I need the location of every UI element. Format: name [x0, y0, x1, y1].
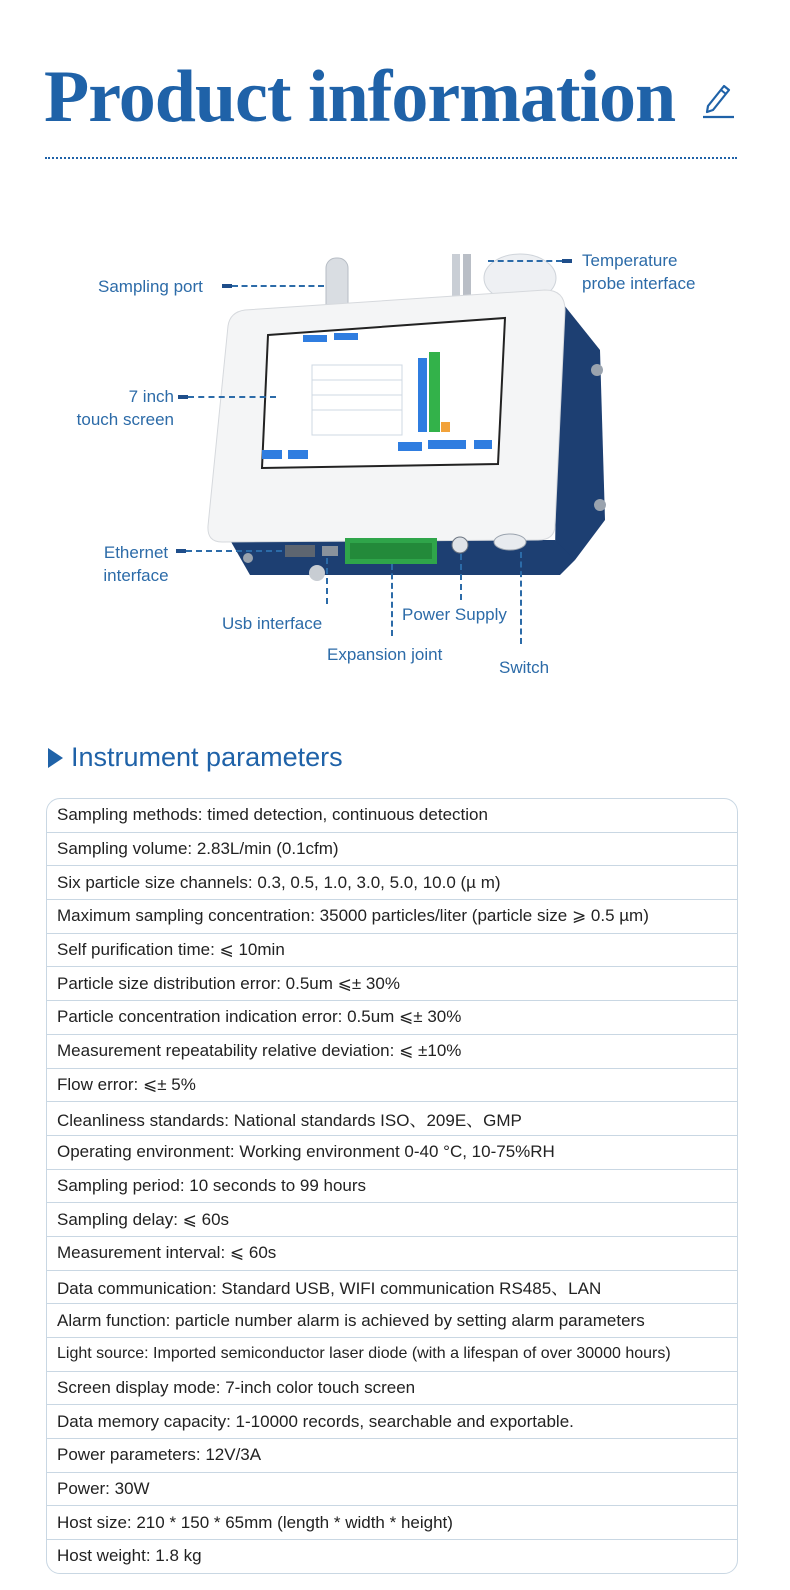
table-row: Cleanliness standards: National standards ISO、209E、GMP	[47, 1102, 737, 1136]
table-row: Power parameters: 12V/3A	[47, 1439, 737, 1473]
power-supply-label: Power Supply	[402, 605, 507, 624]
ethernet-label-line1: Ethernet	[103, 543, 169, 562]
table-row: Alarm function: particle number alarm is achieved by setting alarm parameters	[47, 1304, 737, 1338]
touch-screen-label-line2: touch screen	[76, 410, 174, 429]
touch-screen-label-line1: 7 inch	[128, 387, 174, 406]
sampling-port-marker	[222, 284, 232, 288]
table-row: Host weight: 1.8 kg	[57, 1546, 202, 1566]
touch-screen-marker	[178, 395, 188, 399]
table-row: Measurement repeatability relative deviation: ⩽ ±10%	[47, 1035, 737, 1069]
power-supply-line	[460, 554, 462, 600]
table-row: Particle concentration indication error: 0.5um ⩽± 30%	[47, 1001, 737, 1035]
table-row: Host size: 210 * 150 * 65mm (length * width * height)	[47, 1506, 737, 1540]
device-diagram	[0, 240, 790, 690]
switch-label: Switch	[499, 658, 550, 677]
table-row: Maximum sampling concentration: 35000 particles/liter (particle size ⩾ 0.5 µm)	[47, 900, 737, 934]
temperature-probe-label-line2: probe interface	[582, 274, 696, 293]
ethernet-marker	[176, 549, 186, 553]
usb-line	[326, 558, 328, 604]
table-row: Data memory capacity: 1-10000 records, searchable and exportable.	[47, 1405, 737, 1439]
temperature-probe-marker	[562, 259, 572, 263]
temperature-probe-label	[582, 249, 695, 295]
table-row: Data communication: Standard USB, WIFI communication RS485、LAN	[47, 1271, 737, 1305]
parameters-heading-text: Instrument parameters	[71, 742, 343, 772]
temperature-probe-line	[488, 260, 562, 262]
expansion-joint-line	[391, 564, 393, 636]
table-row: Measurement interval: ⩽ 60s	[47, 1237, 737, 1271]
title-divider	[45, 157, 737, 159]
ethernet-label	[99, 541, 173, 587]
table-row: Flow error: ⩽± 5%	[47, 1069, 737, 1103]
parameters-table	[46, 798, 738, 1574]
table-row: Particle size distribution error: 0.5um ⩽± 30%	[47, 967, 737, 1001]
expansion-joint-label: Expansion joint	[327, 645, 443, 664]
sampling-port-line	[232, 285, 324, 287]
touch-screen-line	[188, 396, 276, 398]
table-row: Self purification time: ⩽ 10min	[47, 934, 737, 968]
device-illustration	[0, 240, 790, 690]
parameters-heading	[48, 742, 343, 773]
table-row: Power: 30W	[47, 1473, 737, 1507]
table-row: Sampling delay: ⩽ 60s	[47, 1203, 737, 1237]
sampling-port-label: Sampling port	[98, 277, 203, 296]
touch-screen-label	[70, 385, 174, 431]
table-row: Screen display mode: 7-inch color touch screen	[47, 1372, 737, 1406]
table-row: Sampling volume: 2.83L/min (0.1cfm)	[47, 833, 737, 867]
usb-label: Usb interface	[222, 614, 323, 633]
table-row: Sampling period: 10 seconds to 99 hours	[47, 1170, 737, 1204]
pencil-edit-icon	[700, 80, 736, 120]
triangle-bullet-icon	[48, 748, 63, 768]
switch-line	[520, 552, 522, 644]
temperature-probe-label-line1: Temperature	[582, 251, 678, 270]
table-row: Sampling methods: timed detection, continuous detection	[47, 799, 737, 833]
table-row: Six particle size channels: 0.3, 0.5, 1.0, 3.0, 5.0, 10.0 (µ m)	[47, 866, 737, 900]
ethernet-line	[186, 550, 282, 552]
ethernet-label-line2: interface	[103, 566, 169, 585]
page-title: Product information	[44, 56, 676, 138]
table-row: Operating environment: Working environment 0-40 °C, 10-75%RH	[47, 1136, 737, 1170]
table-row: Light source: Imported semiconductor laser diode (with a lifespan of over 30000 hours)	[47, 1338, 737, 1372]
